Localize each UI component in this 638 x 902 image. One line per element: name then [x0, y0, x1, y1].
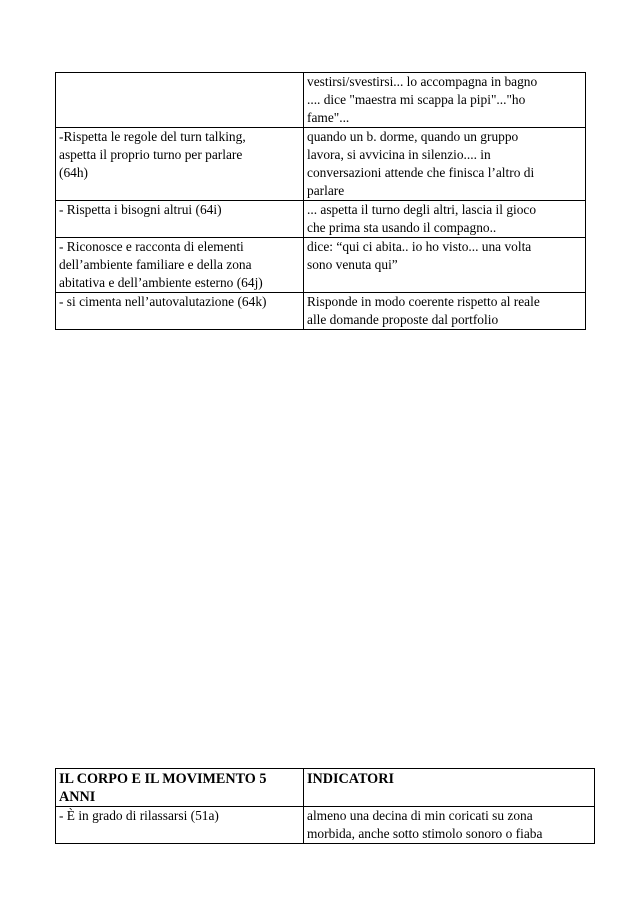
skill-cell: -Rispetta le regole del turn talking, aspetta il proprio turno per parlare (64h) — [56, 128, 304, 201]
indicators-heading: INDICATORI — [304, 769, 595, 807]
indicator-cell: quando un b. dorme, quando un gruppo lavora, si avvicina in silenzio.... in conversazioni attende che finisca l’altro di parlare — [304, 128, 586, 201]
table-row — [56, 238, 586, 293]
indicator-cell: vestirsi/svestirsi... lo accompagna in bagno .... dice "maestra mi scappa la pipi"..."ho fame"... — [304, 73, 586, 128]
section-title: IL CORPO E IL MOVIMENTO 5 ANNI — [56, 769, 304, 807]
skills-table-bottom — [55, 768, 595, 844]
skill-cell: - Riconosce e racconta di elementi dell’ambiente familiare e della zona abitativa e dell’ambiente esterno (64j) — [56, 238, 304, 293]
skill-cell: - Rispetta i bisogni altrui (64i) — [56, 201, 304, 238]
table-row — [56, 293, 586, 330]
table-row — [56, 73, 586, 128]
indicator-cell: dice: “qui ci abita.. io ho visto... una volta sono venuta qui” — [304, 238, 586, 293]
indicator-cell: almeno una decina di min coricati su zona morbida, anche sotto stimolo sonoro o fiaba — [304, 807, 595, 844]
skills-table-top — [55, 72, 586, 330]
skill-cell: - si cimenta nell’autovalutazione (64k) — [56, 293, 304, 330]
indicator-cell: ... aspetta il turno degli altri, lascia il gioco che prima sta usando il compagno.. — [304, 201, 586, 238]
table-header-row — [56, 769, 595, 807]
table-row — [56, 201, 586, 238]
skill-cell — [56, 73, 304, 128]
indicator-cell: Risponde in modo coerente rispetto al reale alle domande proposte dal portfolio — [304, 293, 586, 330]
table-row — [56, 807, 595, 844]
table-row — [56, 128, 586, 201]
skill-cell: - È in grado di rilassarsi (51a) — [56, 807, 304, 844]
